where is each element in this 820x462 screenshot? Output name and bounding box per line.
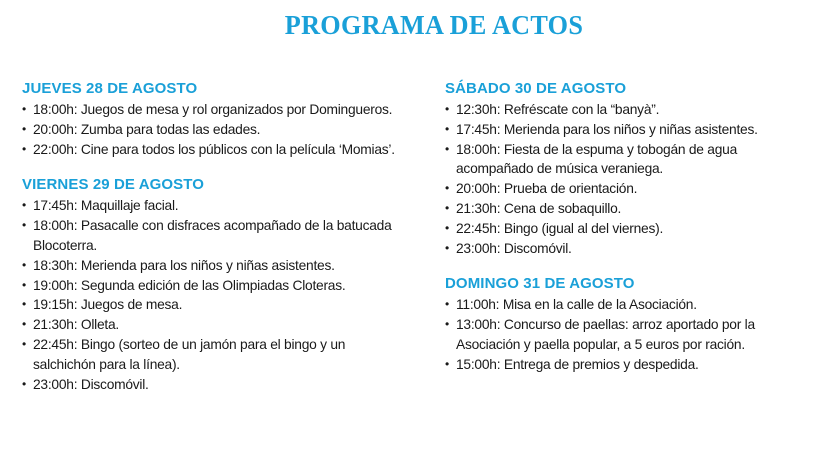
left-column <box>22 79 407 410</box>
day-section-jueves <box>22 79 407 159</box>
event-item: • 21:30h: Olleta. <box>22 315 407 335</box>
day-section-viernes <box>22 175 407 394</box>
event-item: • 19:00h: Segunda edición de las Olimpiadas Cloteras. <box>22 276 407 296</box>
event-item: • 11:00h: Misa en la calle de la Asociación. <box>445 295 815 315</box>
event-item: • 21:30h: Cena de sobaquillo. <box>445 199 815 219</box>
day-section-sabado <box>445 79 815 258</box>
day-heading: VIERNES 29 DE AGOSTO <box>22 176 205 194</box>
event-item: • 18:00h: Pasacalle con disfraces acompañado de la batucada Blocoterra. <box>22 216 407 256</box>
event-list <box>445 295 815 374</box>
event-item: • 22:45h: Bingo (igual al del viernes). <box>445 219 815 239</box>
event-item: • 17:45h: Merienda para los niños y niñas asistentes. <box>445 120 815 140</box>
event-item: • 22:00h: Cine para todos los públicos con la película ‘Momias’. <box>22 140 407 160</box>
event-item: • 18:30h: Merienda para los niños y niñas asistentes. <box>22 256 407 276</box>
day-heading: SÁBADO 30 DE AGOSTO <box>445 80 627 97</box>
page-title: PROGRAMA DE ACTOS <box>284 10 584 40</box>
day-section-domingo <box>445 274 815 374</box>
event-item: • 20:00h: Prueba de orientación. <box>445 179 815 199</box>
event-item: • 13:00h: Concurso de paellas: arroz aportado por la Asociación y paella popular, a 5 euros por ración. <box>445 315 815 355</box>
right-column <box>445 79 815 391</box>
event-item: • 12:30h: Refréscate con la “banyà”. <box>445 100 815 120</box>
event-list <box>445 100 815 258</box>
event-item: • 17:45h: Maquillaje facial. <box>22 196 407 216</box>
event-item: • 18:00h: Fiesta de la espuma y tobogán de agua acompañado de música veraniega. <box>445 140 815 180</box>
event-item: • 23:00h: Discomóvil. <box>22 375 407 395</box>
event-item: • 18:00h: Juegos de mesa y rol organizados por Domingueros. <box>22 100 407 120</box>
event-list <box>22 196 407 394</box>
event-item: • 22:45h: Bingo (sorteo de un jamón para el bingo y un salchichón para la línea). <box>22 335 407 375</box>
event-item: • 20:00h: Zumba para todas las edades. <box>22 120 407 140</box>
event-item: • 15:00h: Entrega de premios y despedida. <box>445 355 815 375</box>
event-item: • 23:00h: Discomóvil. <box>445 239 815 259</box>
day-heading: JUEVES 28 DE AGOSTO <box>22 80 198 97</box>
event-item: • 19:15h: Juegos de mesa. <box>22 295 407 315</box>
event-list <box>22 100 407 159</box>
day-heading: DOMINGO 31 DE AGOSTO <box>445 275 635 293</box>
